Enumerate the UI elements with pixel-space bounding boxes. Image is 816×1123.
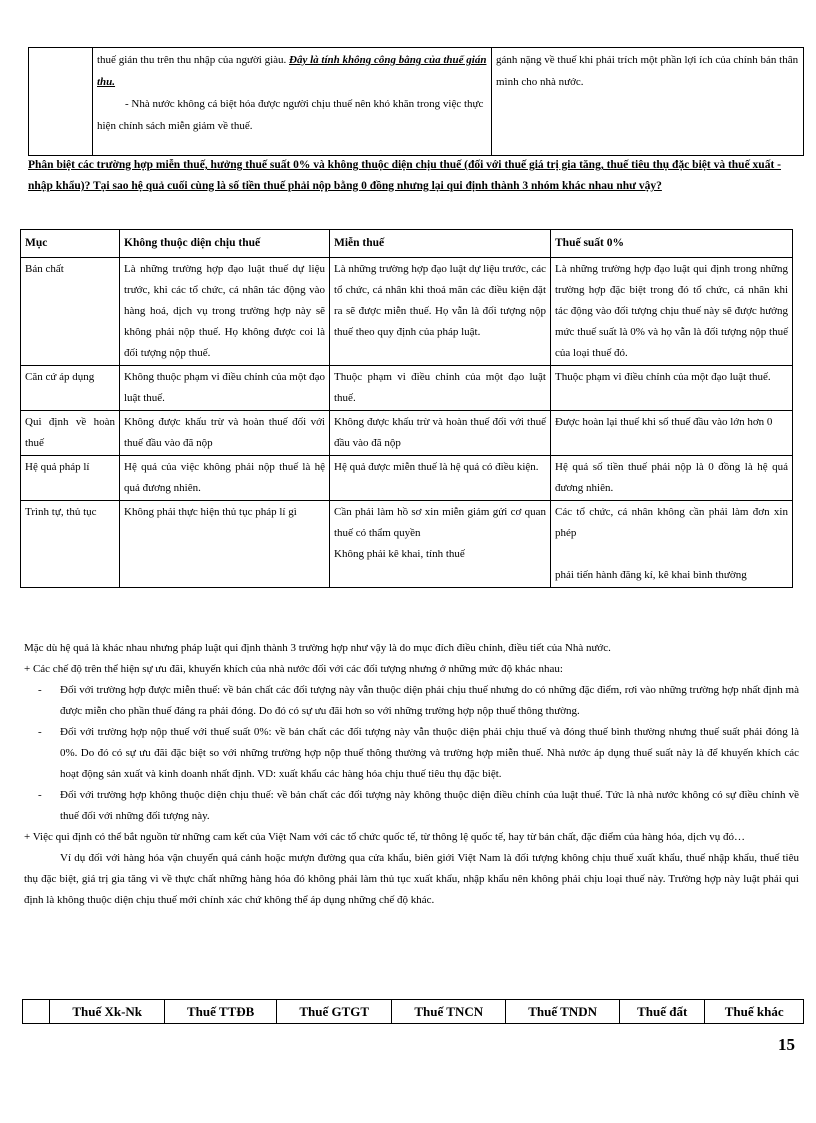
table-cell: Thuế TTĐB bbox=[165, 1000, 277, 1024]
table-row bbox=[21, 411, 793, 456]
cell-text: - Nhà nước không cá biệt hóa được người chịu thuế nên khó khăn trong việc thực hiện chính sách miễn giảm về thuế. bbox=[97, 98, 484, 132]
table-cell: Không được khấu trừ và hoàn thuế đối với thuế đầu vào đã nộp bbox=[120, 411, 330, 456]
page-number: 15 bbox=[778, 1035, 795, 1054]
table-cell bbox=[29, 48, 93, 156]
table-row bbox=[23, 1000, 804, 1024]
column-header: Không thuộc diện chịu thuế bbox=[120, 230, 330, 258]
table-cell: Hệ quả được miễn thuế là hệ quả có điều kiện. bbox=[330, 456, 551, 501]
table-row bbox=[21, 366, 793, 411]
body-text bbox=[24, 638, 799, 911]
paragraph: Ví dụ đối với hàng hóa vận chuyển quá cảnh hoặc mượn đường qua cửa khẩu, biên giới Việt Nam là đối tượng không chịu thuế xuất khẩu, thuế nhập khẩu, thuế tiêu thụ đặc biệt, giá trị gia tăng vì về thực chất những hàng hóa đó không phải làm thủ tục xuất khẩu, nhập khẩu nên không phải chịu loại thuế này. Trường hợp này luật phải qui định là không thuộc diện chịu thuế mới chính xác chứ không thể áp dụng những chế độ khác. bbox=[24, 852, 799, 906]
list-item: - Đối với trường hợp được miễn thuế: về bản chất các đối tượng này vẫn thuộc diện phải chịu thuế nhưng do có những đặc điểm, rơi vào những trường hợp nhất định mà được miễn cho phần thuế đáng ra phải đóng. Do đó có sự ưu đãi hơn so với những trường hợp nộp thuế thông thường. bbox=[24, 680, 799, 722]
table-cell: Thuế GTGT bbox=[277, 1000, 392, 1024]
table-cell: Thuế Xk-Nk bbox=[50, 1000, 165, 1024]
table-cell: Thuế TNDN bbox=[506, 1000, 620, 1024]
table-cell: Thuế TNCN bbox=[392, 1000, 506, 1024]
table-cell: Bản chất bbox=[21, 258, 120, 366]
table-cell: Thuộc phạm vi điều chỉnh của một đạo luật thuế. bbox=[551, 366, 793, 411]
table-cell: Cần phải làm hồ sơ xin miễn giảm gửi cơ quan thuế có thẩm quyền Không phải kê khai, tính thuế bbox=[330, 501, 551, 588]
column-header: Miễn thuế bbox=[330, 230, 551, 258]
table-row bbox=[29, 48, 804, 156]
continued-table bbox=[28, 47, 804, 156]
question-heading: Phân biệt các trường hợp miễn thuế, hưởng thuế suất 0% và không thuộc diện chịu thuế (đối với thuế giá trị gia tăng, thuế tiêu thụ đặc biệt và thuế xuất - nhập khẩu)? Tại sao hệ quả cuối cùng là số tiền thuế phải nộp bằng 0 đồng nhưng lại qui định thành 3 nhóm khác nhau như vậy? bbox=[28, 159, 781, 192]
list-item: - Đối với trường hợp nộp thuế với thuế suất 0%: về bản chất các đối tượng này vẫn thuộc diện phải chịu thuế và đóng thuế bình thường nhưng thuế suất phải đóng là 0%. Do đó có sự ưu đãi đặc biệt so với những trường hợp nộp thuế thông thường và trường hợp miễn thuế. Nhà nước áp dụng thuế suất này là để khuyến khích các hoạt động sản xuất và kinh doanh nhất định. VD: xuất khẩu các hàng hóa chịu thuế tiêu thụ đặc biệt. bbox=[24, 722, 799, 785]
column-header: Mục bbox=[21, 230, 120, 258]
table-cell: Thuế khác bbox=[705, 1000, 804, 1024]
table-cell: Không được khấu trừ và hoàn thuế đối với thuế đầu vào đã nộp bbox=[330, 411, 551, 456]
tax-type-table bbox=[22, 999, 804, 1024]
paragraph: Mặc dù hệ quả là khác nhau nhưng pháp luật qui định thành 3 trường hợp như vậy là do mục đích điều chỉnh, điều tiết của Nhà nước. bbox=[24, 642, 611, 654]
table-cell: Thuộc phạm vi điều chỉnh của một đạo luật thuế. bbox=[330, 366, 551, 411]
table-cell: Thuế đất bbox=[620, 1000, 705, 1024]
table-cell bbox=[93, 48, 492, 156]
table-cell: Không phải thực hiện thủ tục pháp lí gì bbox=[120, 501, 330, 588]
table-cell: Là những trường hợp đạo luật dự liệu trước, các tổ chức, cá nhân khi thoả mãn các điều kiện đặt ra sẽ được miễn thuế. Họ vẫn là đối tượng nộp thuế theo quy định của pháp luật. bbox=[330, 258, 551, 366]
table-header-row bbox=[21, 230, 793, 258]
cell-text: thuế gián thu trên thu nhập của người giàu. bbox=[97, 54, 290, 66]
table-row bbox=[21, 456, 793, 501]
table-cell: Là những trường hợp đạo luật thuế dự liệu trước, khi các tổ chức, cá nhân tác động vào hàng hoá, dịch vụ trong trường hợp này sẽ không phải nộp thuế. Họ không được coi là đối tượng nộp thuế. bbox=[120, 258, 330, 366]
table-cell: Không thuộc phạm vi điều chỉnh của một đạo luật thuế. bbox=[120, 366, 330, 411]
table-cell: Hệ quả pháp lí bbox=[21, 456, 120, 501]
table-row bbox=[21, 258, 793, 366]
table-cell: gánh nặng về thuế khi phải trích một phần lợi ích của chính bản thân mình cho nhà nước. bbox=[492, 48, 804, 156]
table-cell: Được hoàn lại thuế khi số thuế đầu vào lớn hơn 0 bbox=[551, 411, 793, 456]
column-header: Thuế suất 0% bbox=[551, 230, 793, 258]
comparison-table bbox=[20, 229, 793, 588]
table-cell: Các tổ chức, cá nhân không cần phải làm đơn xin phép phải tiến hành đăng kí, kê khai bình thường bbox=[551, 501, 793, 588]
table-cell: Hệ quả của việc không phải nộp thuế là hệ quả đương nhiên. bbox=[120, 456, 330, 501]
list-item: - Đối với trường hợp không thuộc diện chịu thuế: về bản chất các đối tượng này không thuộc diện điều chỉnh của luật thuế. Tức là nhà nước không có sự điều chỉnh về thuế đối với những đối tượng này. bbox=[24, 785, 799, 827]
table-cell: Căn cứ áp dụng bbox=[21, 366, 120, 411]
table-cell: Trình tự, thủ tục bbox=[21, 501, 120, 588]
table-cell: Là những trường hợp đạo luật qui định trong những trường hợp đặc biệt trong đó tổ chức, cá nhân khi tác động vào đối tượng chịu thuế này sẽ được hưởng mức thuế suất là 0% và họ vẫn là đối tượng nộp thuế của loại thuế đó. bbox=[551, 258, 793, 366]
table-row bbox=[21, 501, 793, 588]
emphasis-text: Đây là tính không công bằng của thuế gián thu. bbox=[97, 54, 487, 88]
table-cell bbox=[23, 1000, 50, 1024]
paragraph: + Các chế độ trên thể hiện sự ưu đãi, khuyến khích của nhà nước đối với các đối tượng nhưng ở những mức độ khác nhau: bbox=[24, 663, 563, 675]
table-cell: Qui định về hoàn thuế bbox=[21, 411, 120, 456]
paragraph: + Việc qui định có thể bắt nguồn từ những cam kết của Việt Nam với các tổ chức quốc tế, từ thông lệ quốc tế, hay từ bản chất, đặc điểm của hàng hóa, dịch vụ đó… bbox=[24, 831, 745, 843]
table-cell: Hệ quả số tiền thuế phải nộp là 0 đồng là hệ quả đương nhiên. bbox=[551, 456, 793, 501]
